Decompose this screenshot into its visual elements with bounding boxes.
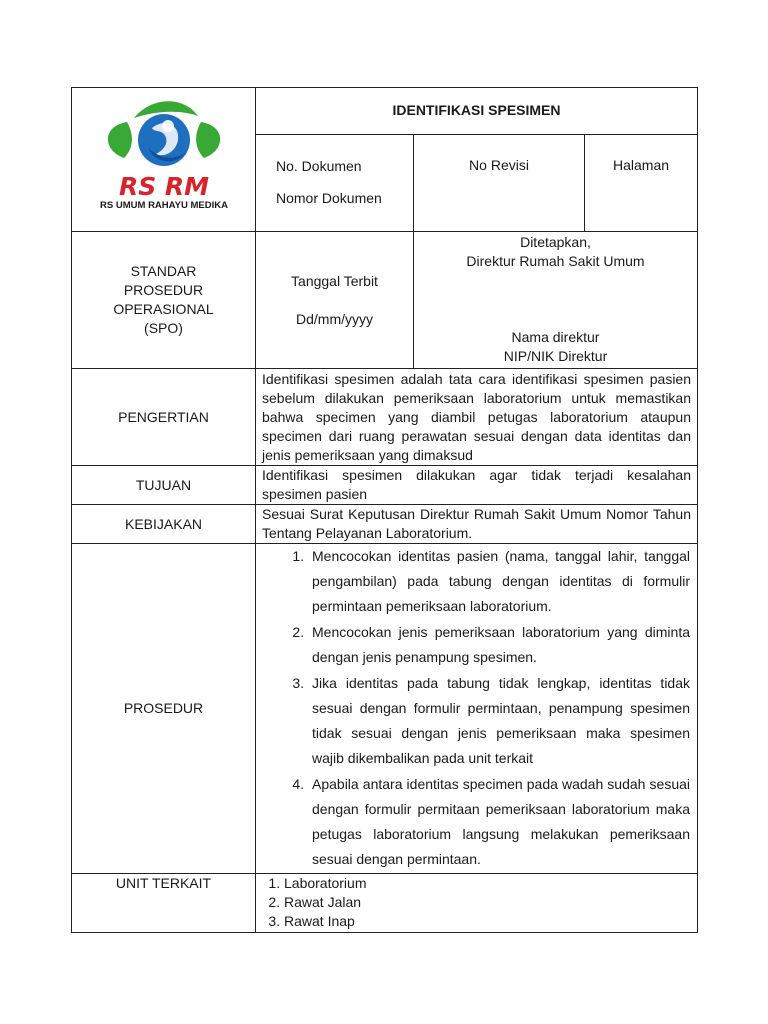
brand-subtitle: RS UMUM RAHAYU MEDIKA bbox=[100, 200, 228, 211]
tujuan-label: TUJUAN bbox=[72, 466, 256, 505]
halaman-label: Halaman bbox=[612, 156, 670, 173]
kebijakan-label: KEBIJAKAN bbox=[72, 505, 256, 544]
tanggal-terbit-cell bbox=[256, 232, 414, 369]
no-dokumen-label: No. Dokumen bbox=[276, 158, 362, 175]
unit-item: 2. Rawat Jalan bbox=[284, 893, 697, 912]
ditetapkan-label: Ditetapkan, bbox=[520, 234, 591, 250]
spo-label-line: STANDAR bbox=[130, 263, 197, 279]
prosedur-cell bbox=[256, 544, 698, 874]
prosedur-step: 1. Mencocokan identitas pasien (nama, tanggal lahir, tanggal pengambilan) pada tabung dengan identitas di formulir permintaan pemeriksaan laboratorium. bbox=[308, 544, 690, 619]
prosedur-list bbox=[256, 544, 697, 872]
green-leaf-right-icon bbox=[196, 122, 220, 158]
unit-terkait-cell bbox=[256, 874, 698, 933]
spo-label-line: OPERASIONAL bbox=[113, 301, 214, 317]
spo-table bbox=[71, 87, 698, 933]
no-revisi-cell bbox=[414, 134, 585, 231]
tanggal-terbit-label: Tanggal Terbit bbox=[291, 272, 378, 289]
logo-cell bbox=[72, 88, 256, 232]
green-leaf-left-icon bbox=[108, 122, 132, 158]
pengertian-label: PENGERTIAN bbox=[72, 369, 256, 466]
prosedur-step: 2. Mencocokan jenis pemeriksaan laboratorium yang diminta dengan jenis penampung spesimen. bbox=[308, 620, 690, 670]
halaman-cell bbox=[585, 134, 698, 231]
spo-document bbox=[71, 87, 697, 933]
brand-text: RS RM bbox=[118, 172, 210, 201]
unit-item: 3. Rawat Inap bbox=[284, 912, 697, 931]
unit-terkait-label: UNIT TERKAIT bbox=[72, 874, 256, 933]
prosedur-label: PROSEDUR bbox=[72, 544, 256, 874]
spo-label-line: (SPO) bbox=[144, 320, 183, 336]
direktur-name: Nama direktur bbox=[511, 329, 600, 345]
tanggal-terbit-value: Dd/mm/yyyy bbox=[296, 310, 373, 327]
spo-label-line: PROSEDUR bbox=[123, 282, 204, 298]
no-dokumen-value: Nomor Dokumen bbox=[276, 190, 382, 207]
spo-label-cell bbox=[72, 232, 256, 369]
ditetapkan-jabatan: Direktur Rumah Sakit Umum bbox=[466, 253, 645, 269]
kebijakan-text: Sesuai Surat Keputusan Direktur Rumah Sakit Umum Nomor Tahun Tentang Pelayanan Laboratorium. bbox=[256, 505, 698, 544]
unit-item: 1. Laboratorium bbox=[284, 874, 697, 893]
direktur-nip: NIP/NIK Direktur bbox=[503, 348, 608, 364]
ditetapkan-cell bbox=[414, 232, 698, 369]
pengertian-text: Identifikasi spesimen adalah tata cara identifikasi spesimen pasien sebelum dilakukan pemeriksaan laboratorium untuk memastikan bahwa specimen yang diambil petugas laboratorium ataupun specimen dari ruang perawatan sesuai dengan data identitas dan jenis pemeriksaan yang dimaksud bbox=[256, 369, 698, 466]
unit-list bbox=[256, 874, 697, 931]
no-dokumen-cell bbox=[256, 134, 414, 231]
tujuan-text: Identifikasi spesimen dilakukan agar tidak terjadi kesalahan spesimen pasien bbox=[256, 466, 698, 505]
prosedur-step: 4. Apabila antara identitas specimen pada wadah sudah sesuai dengan formulir permitaan pemeriksaan laboratorium maka petugas laboratorium langsung melakukan pemeriksaan sesuai dengan permintaan. bbox=[308, 772, 690, 872]
hospital-logo bbox=[72, 88, 256, 226]
document-title: IDENTIFIKASI SPESIMEN bbox=[256, 88, 698, 135]
prosedur-step: 3. Jika identitas pada tabung tidak lengkap, identitas tidak sesuai dengan formulir permintaan, penampung spesimen tidak sesuai dengan jenis pemeriksaan maka spesimen wajib dikembalikan pada unit terkait bbox=[308, 671, 690, 771]
no-revisi-label: No Revisi bbox=[469, 156, 529, 173]
